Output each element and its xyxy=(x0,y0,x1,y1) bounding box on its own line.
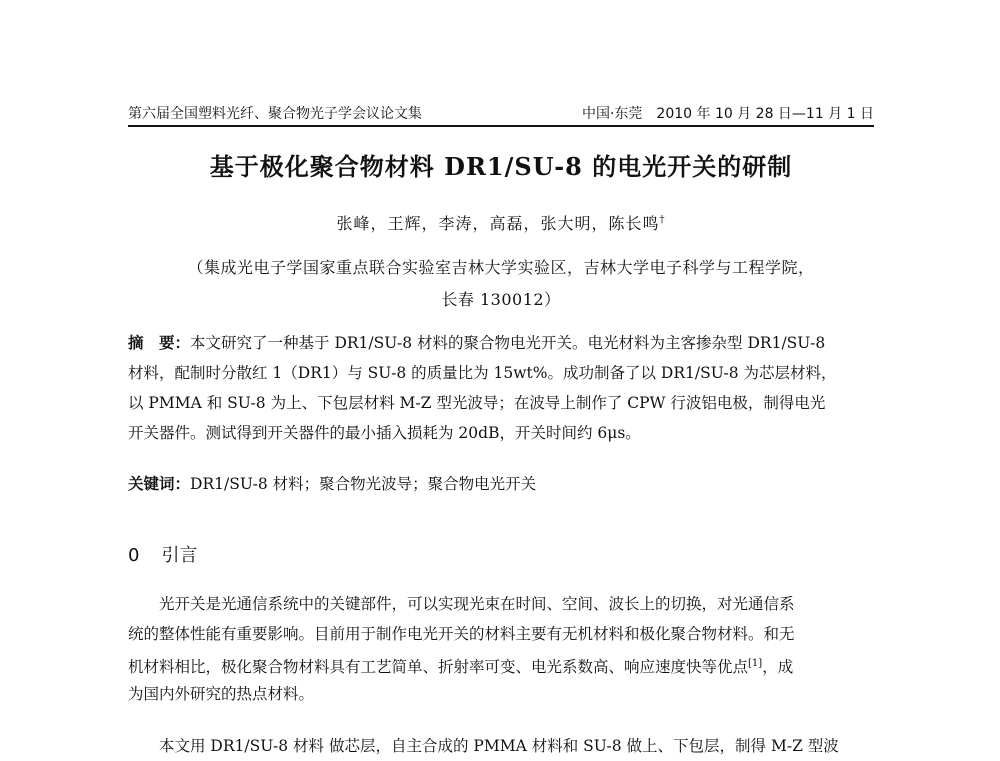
affiliation-line-2: 长春 130012） xyxy=(441,290,561,309)
abstract-line: 以 PMMA 和 SU-8 为上、下包层材料 M-Z 型光波导；在波导上制作了 CPW 行波铝电极，制得电光 xyxy=(128,394,826,412)
intro-line: 统的整体性能有重要影响。目前用于制作电光开关的材料主要有无机材料和极化聚合物材料。和无 xyxy=(128,625,795,643)
abstract-label: 摘 要： xyxy=(128,333,191,352)
abstract-line: 开关器件。测试得到开关器件的最小插入损耗为 20dB，开关时间约 6μs。 xyxy=(128,424,641,442)
paper-title: 基于极化聚合物材料 DR1/SU-8 的电光开关的研制 xyxy=(209,152,793,181)
author-list xyxy=(128,211,874,234)
section-heading xyxy=(128,541,197,567)
intro-paragraph-2 xyxy=(128,731,874,761)
corresponding-author-mark: † xyxy=(659,214,666,226)
keywords-label: 关键词： xyxy=(128,474,191,493)
section-number: 0 xyxy=(128,545,140,566)
abstract-line: 摘 要：本文研究了一种基于 DR1/SU-8 材料的聚合物电光开关。电光材料为主客掺杂型 DR1/SU-8 xyxy=(128,333,826,352)
intro-line: 本文用 DR1/SU-8 材料 做芯层，自主合成的 PMMA 材料和 SU-8 做上、下包层，制得 M-Z 型波 xyxy=(159,737,839,755)
conference-location-date: 中国·东莞 2010 年 10 月 28 日—11 月 1 日 xyxy=(581,106,874,122)
intro-line: 光开关是光通信系统中的关键部件，可以实现光束在时间、空间、波长上的切换，对光通信系 xyxy=(159,595,795,613)
conference-name: 第六届全国塑料光纤、聚合物光子学会议论文集 xyxy=(128,106,422,122)
intro-paragraph xyxy=(128,589,874,709)
section-title: 引言 xyxy=(161,545,198,566)
abstract xyxy=(128,328,874,448)
keywords-text: DR1/SU-8 材料；聚合物光波导；聚合物电光开关 xyxy=(190,475,537,493)
abstract-line: 材料，配制时分散红 1（DR1）与 SU-8 的质量比为 15wt%。成功制备了以 DR1/SU-8 为芯层材料， xyxy=(128,364,837,382)
citation: [1] xyxy=(748,658,763,669)
affiliation-line-1: （集成光电子学国家重点联合实验室吉林大学实验区，吉林大学电子科学与工程学院， xyxy=(187,258,815,277)
author-names: 张峰，王辉，李涛，高磊，张大明，陈长鸣 xyxy=(336,214,660,233)
keywords xyxy=(128,469,874,499)
intro-line: 为国内外研究的热点材料。 xyxy=(128,685,315,703)
running-header xyxy=(128,95,874,127)
intro-line: 机材料相比，极化聚合物材料具有工艺简单、折射率可变、电光系数高、响应速度快等优点[1]，成 xyxy=(128,658,794,677)
